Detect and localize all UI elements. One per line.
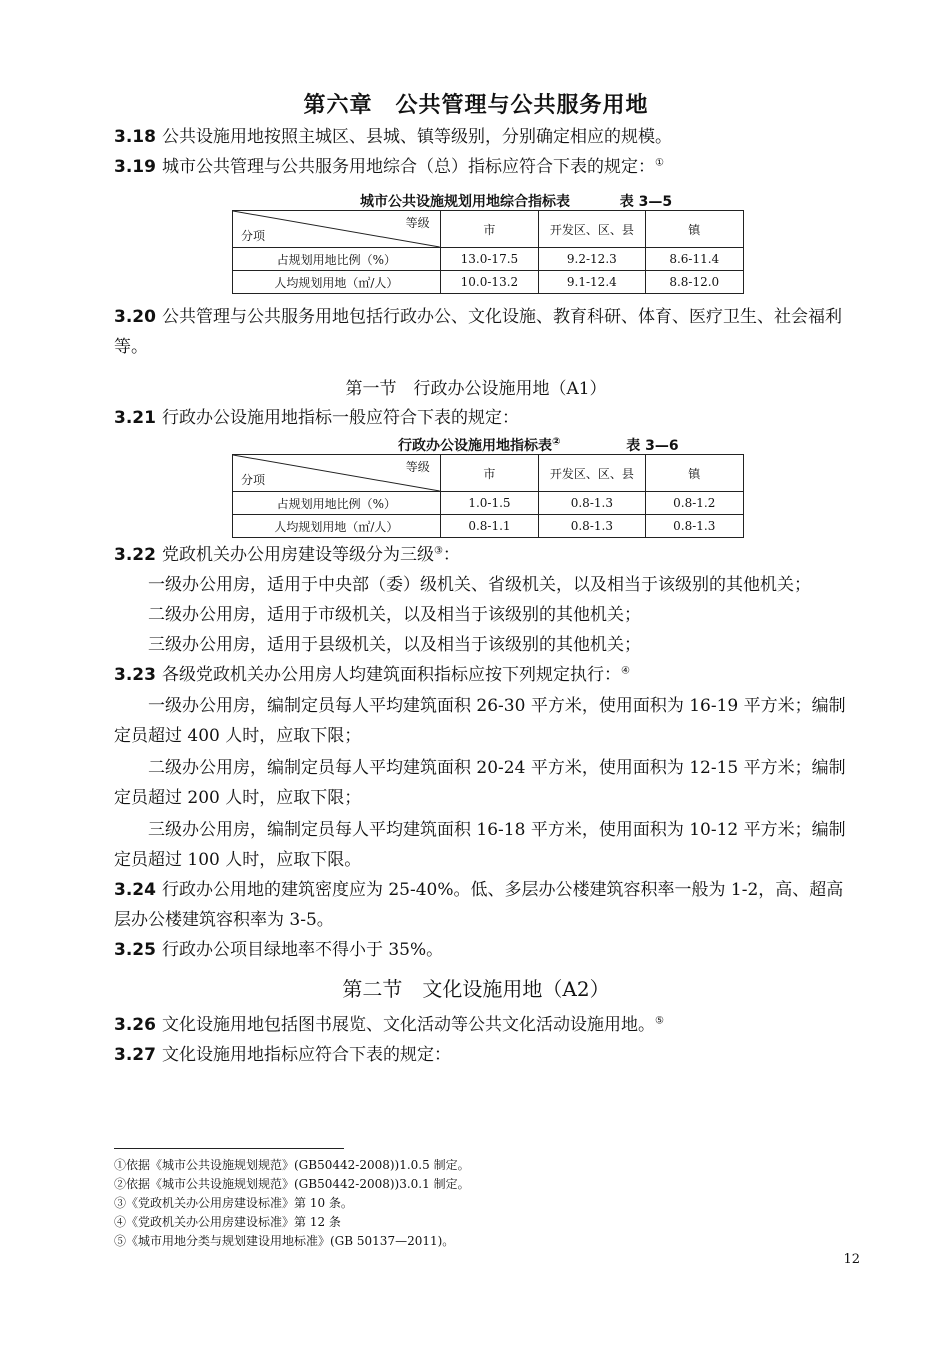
- clause-number: 3.21: [114, 408, 156, 428]
- clause-3-26: [114, 1010, 860, 1040]
- clause-number: 3.18: [114, 127, 156, 147]
- footnote-divider: [114, 1148, 344, 1149]
- column-header: 开发区、区、县: [539, 455, 645, 492]
- clause-number: 3.20: [114, 307, 156, 327]
- clause-text: 党政机关办公用房建设等级分为三级: [161, 545, 434, 565]
- row-label: 人均规划用地（㎡/人）: [233, 515, 441, 538]
- clause-text: 行政办公项目绿地率不得小于 35%。: [161, 940, 444, 960]
- clause-3-23: [114, 660, 860, 690]
- clause-text: 行政办公设施用地指标一般应符合下表的规定：: [161, 408, 519, 428]
- clause-3-22-item: 二级办公用房，适用于市级机关，以及相当于该级别的其他机关；: [148, 605, 641, 625]
- chapter-title: 第六章 公共管理与公共服务用地: [303, 93, 649, 118]
- clause-number: 3.22: [114, 545, 156, 565]
- clause-text: 城市公共管理与公共服务用地综合（总）指标应符合下表的规定：: [161, 157, 655, 177]
- table-corner-cell: [233, 211, 441, 248]
- table-cell: 1.0-1.5: [440, 492, 538, 515]
- corner-item-label: 分项: [241, 229, 266, 243]
- clause-number: 3.25: [114, 940, 156, 960]
- table-corner-cell: [233, 455, 441, 492]
- clause-3-23-item: 一级办公用房，编制定员每人平均建筑面积 26-30 平方米，使用面积为 16-19 平方米；编制定员超过 400 人时，应取下限；: [114, 696, 846, 746]
- table-row: [233, 248, 744, 271]
- footnote: ①依据《城市公共设施规划规范》(GB50442-2008))1.0.5 制定。: [114, 1158, 470, 1172]
- clause-number: 3.23: [114, 665, 156, 685]
- clause-3-25: [114, 935, 860, 965]
- table-cell: 0.8-1.2: [645, 492, 743, 515]
- table-cell: 8.8-12.0: [645, 271, 743, 294]
- table-3-6-caption: [398, 435, 679, 455]
- footnote-ref: ②: [552, 436, 561, 448]
- section-1-title: 第一节 行政办公设施用地（A1）: [345, 379, 607, 399]
- clause-3-22-item: 一级办公用房，适用于中央部（委）级机关、省级机关，以及相当于该级别的其他机关；: [148, 575, 811, 595]
- footnote-ref: ⑤: [654, 1015, 664, 1027]
- table-3-6: [232, 454, 744, 538]
- corner-level-label: 等级: [405, 216, 430, 230]
- clause-number: 3.27: [114, 1045, 156, 1065]
- table-cell: 10.0-13.2: [440, 271, 538, 294]
- clause-text: 各级党政机关办公用房人均建筑面积指标应按下列规定执行：: [161, 665, 621, 685]
- footnote: ⑤《城市用地分类与规划建设用地标准》(GB 50137—2011)。: [114, 1234, 455, 1248]
- clause-3-19: [114, 152, 860, 182]
- clause-3-20: [114, 302, 860, 362]
- clause-text: 公共设施用地按照主城区、县城、镇等级别，分别确定相应的规模。: [161, 127, 672, 147]
- table-caption-text: 城市公共设施规划用地综合指标表: [360, 194, 570, 210]
- clause-text-tail: ：: [442, 545, 460, 565]
- corner-level-label: 等级: [405, 460, 430, 474]
- clause-text: 文化设施用地包括图书展览、文化活动等公共文化活动设施用地。: [161, 1015, 655, 1035]
- column-header: 市: [440, 211, 538, 248]
- clause-number: 3.24: [114, 880, 156, 900]
- clause-number: 3.19: [114, 157, 156, 177]
- column-header: 镇: [645, 211, 743, 248]
- clause-3-23-item: 三级办公用房，编制定员每人平均建筑面积 16-18 平方米，使用面积为 10-12 平方米；编制定员超过 100 人时，应取下限。: [114, 820, 846, 870]
- row-label: 占规划用地比例（%）: [233, 248, 441, 271]
- clause-3-22-item: 三级办公用房，适用于县级机关，以及相当于该级别的其他机关；: [148, 635, 641, 655]
- corner-item-label: 分项: [241, 473, 266, 487]
- clause-3-24: [114, 875, 860, 935]
- footnote-ref: ①: [654, 157, 664, 169]
- footnote: ②依据《城市公共设施规划规范》(GB50442-2008))3.0.1 制定。: [114, 1177, 470, 1191]
- clause-3-27: [114, 1040, 860, 1070]
- clause-3-18: [114, 122, 860, 152]
- column-header: 镇: [645, 455, 743, 492]
- table-cell: 9.2-12.3: [539, 248, 645, 271]
- table-row: [233, 271, 744, 294]
- table-number: 表 3—6: [626, 438, 679, 454]
- footnote-ref: ③: [433, 545, 443, 557]
- table-row: [233, 492, 744, 515]
- table-caption-text: 行政办公设施用地指标表: [398, 438, 552, 454]
- table-cell: 0.8-1.1: [440, 515, 538, 538]
- clause-text: 公共管理与公共服务用地包括行政办公、文化设施、教育科研、体育、医疗卫生、社会福利等。: [114, 307, 842, 357]
- table-3-5-caption: [360, 191, 672, 211]
- table-cell: 13.0-17.5: [440, 248, 538, 271]
- table-cell: 9.1-12.4: [539, 271, 645, 294]
- table-cell: 0.8-1.3: [645, 515, 743, 538]
- table-row: [233, 515, 744, 538]
- column-header: 市: [440, 455, 538, 492]
- clause-3-21: [114, 403, 860, 433]
- table-cell: 8.6-11.4: [645, 248, 743, 271]
- column-header: 开发区、区、县: [539, 211, 645, 248]
- footnote-ref: ④: [620, 665, 630, 677]
- footnote: ④《党政机关办公用房建设标准》第 12 条: [114, 1215, 341, 1229]
- section-2-title: 第二节 文化设施用地（A2）: [342, 977, 610, 1001]
- clause-number: 3.26: [114, 1015, 156, 1035]
- table-header-row: [233, 455, 744, 492]
- table-cell: 0.8-1.3: [539, 492, 645, 515]
- table-header-row: [233, 211, 744, 248]
- clause-3-23-item: 二级办公用房，编制定员每人平均建筑面积 20-24 平方米，使用面积为 12-15 平方米；编制定员超过 200 人时，应取下限；: [114, 758, 846, 808]
- clause-text: 文化设施用地指标应符合下表的规定：: [161, 1045, 451, 1065]
- footnote: ③《党政机关办公用房建设标准》第 10 条。: [114, 1196, 353, 1210]
- row-label: 占规划用地比例（%）: [233, 492, 441, 515]
- table-number: 表 3—5: [619, 194, 673, 210]
- clause-text: 行政办公用地的建筑密度应为 25-40%。低、多层办公楼建筑容积率一般为 1-2，高、超高层办公楼建筑容积率为 3-5。: [114, 880, 844, 930]
- page-number: 12: [843, 1252, 860, 1267]
- clause-3-22: [114, 540, 860, 570]
- table-3-5: [232, 210, 744, 294]
- table-cell: 0.8-1.3: [539, 515, 645, 538]
- row-label: 人均规划用地（㎡/人）: [233, 271, 441, 294]
